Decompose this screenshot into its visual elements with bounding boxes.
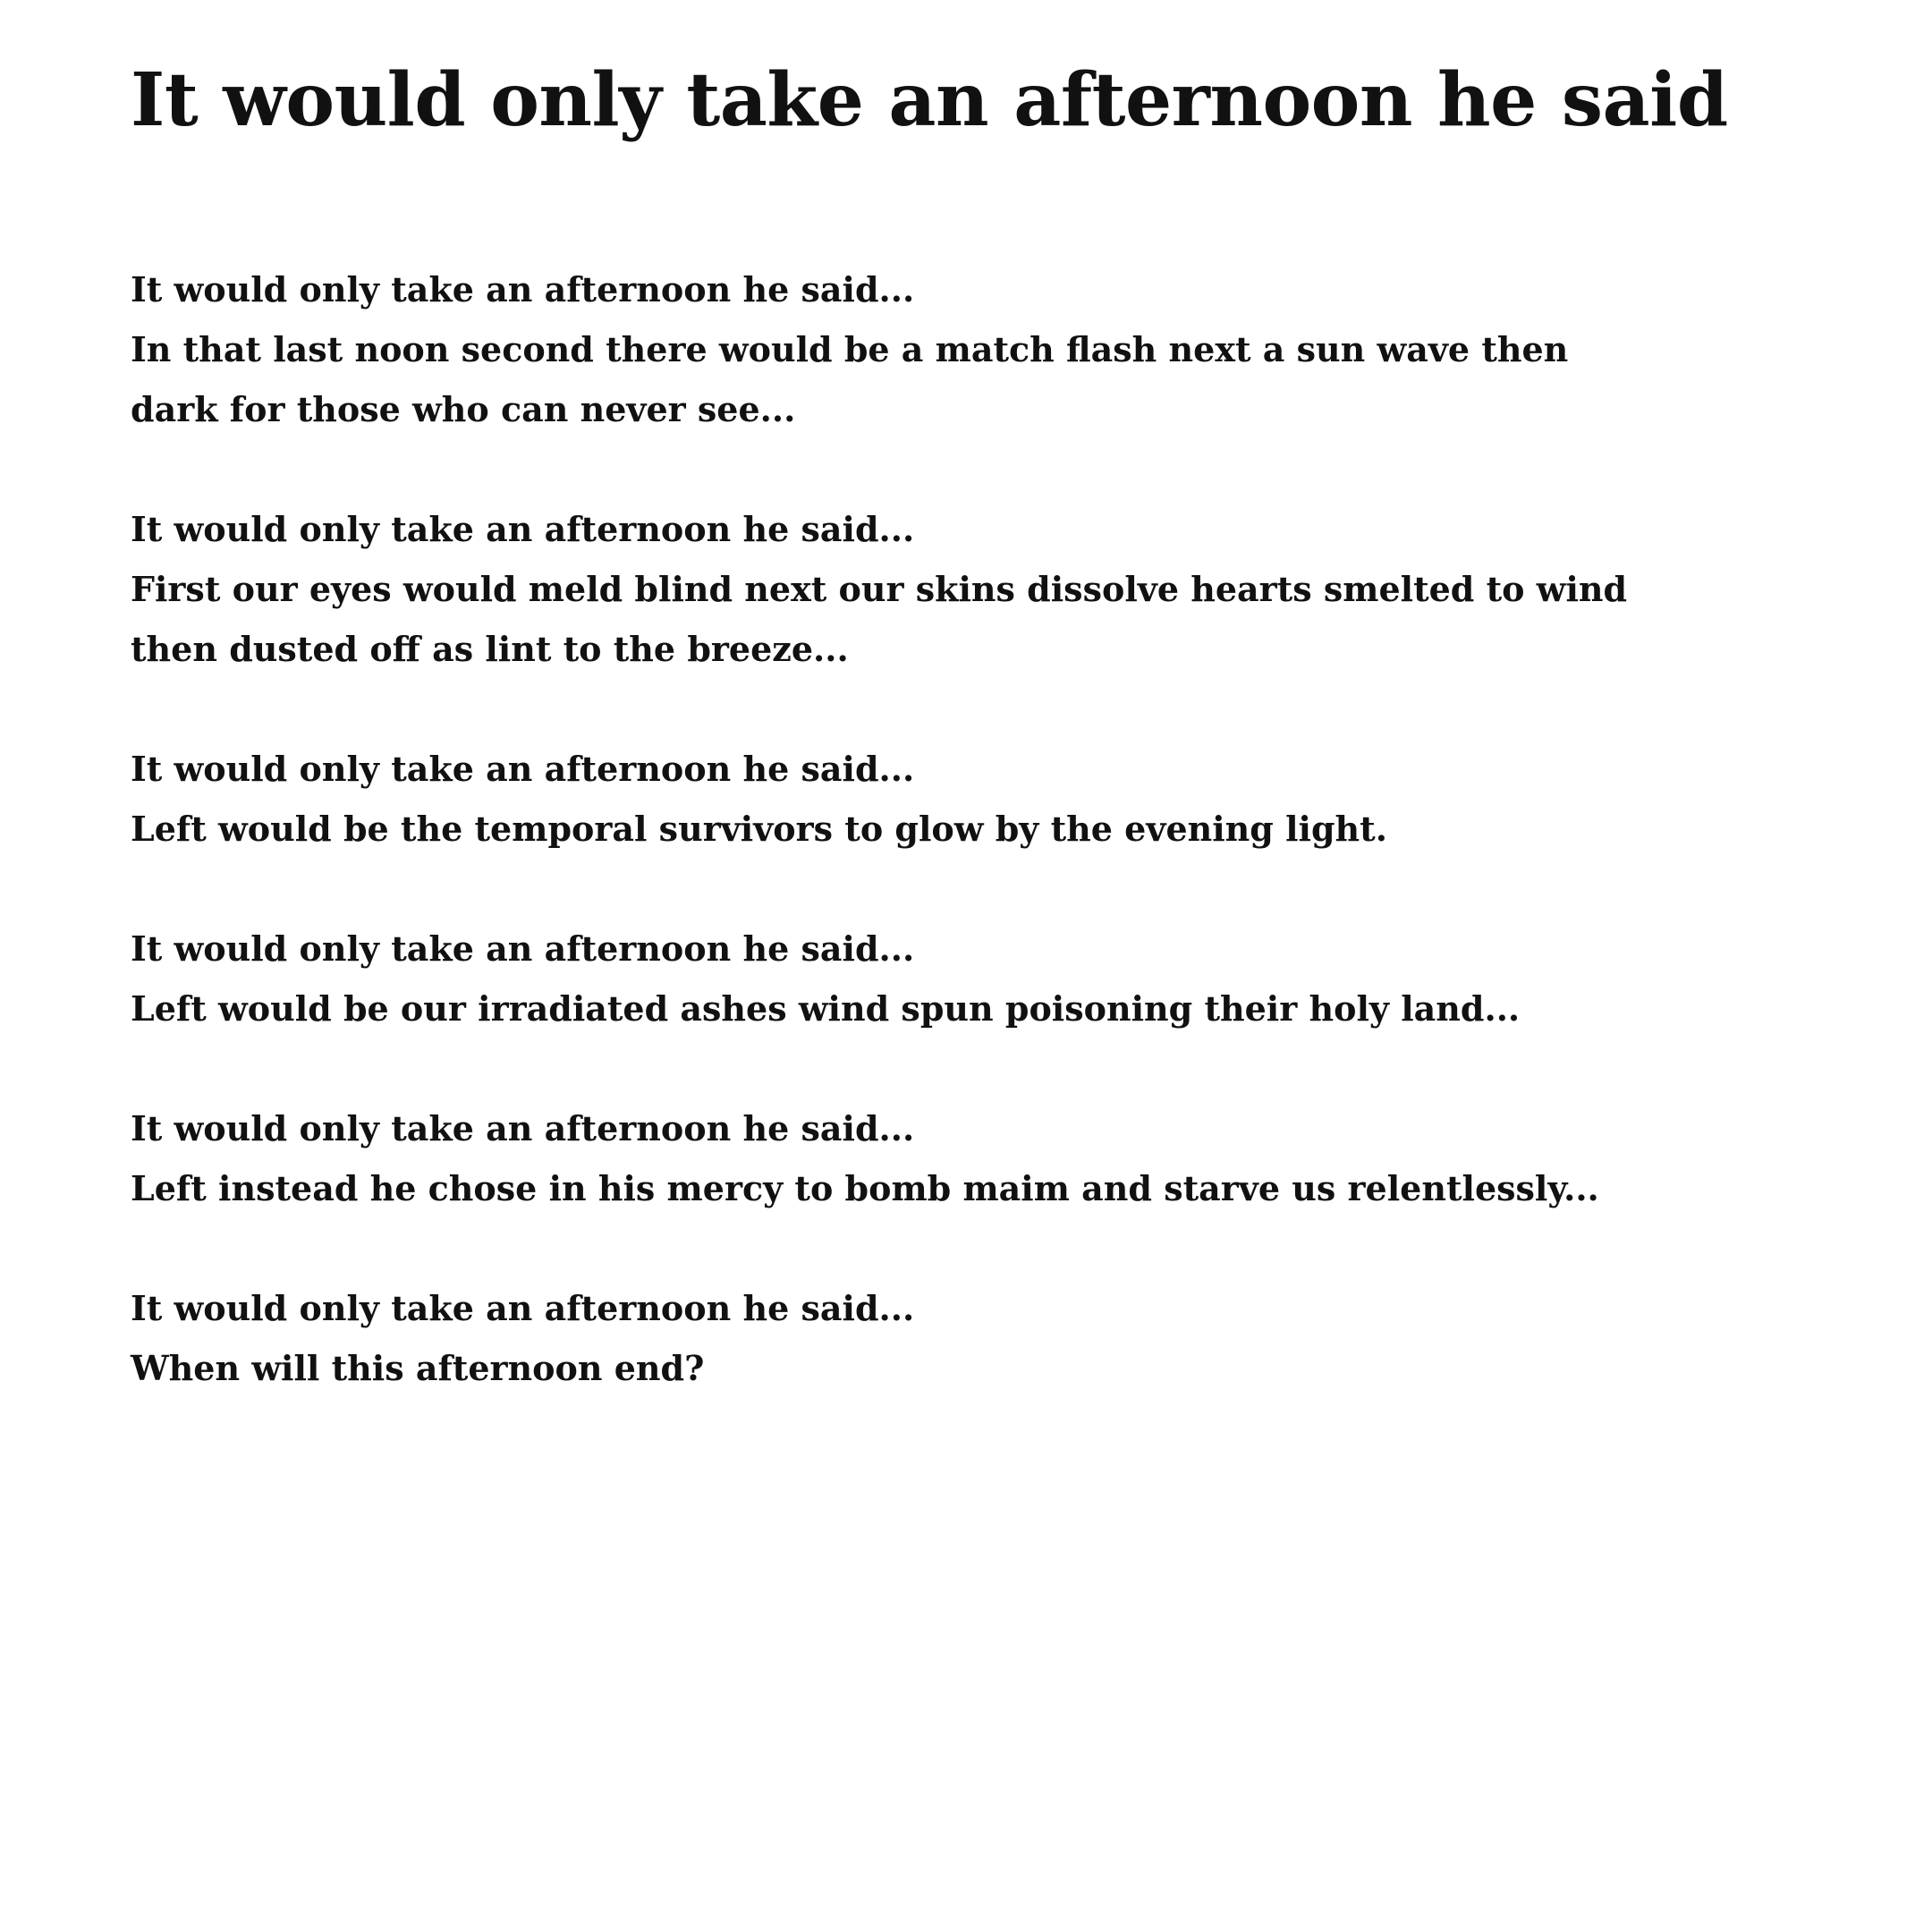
stanza-refrain: It would only take an afternoon he said...	[131, 1108, 915, 1148]
stanza-2	[131, 499, 1651, 679]
stanza-line: When will this afternoon end?	[131, 1348, 705, 1388]
stanza-3	[131, 739, 1651, 859]
document-page	[131, 55, 1830, 1458]
stanza-line: First our eyes would meld blind next our skins dissolve hearts smelted to wind then dusted off as lint to the breeze...	[131, 569, 1628, 669]
stanza-line: Left would be our irradiated ashes wind spun poisoning their holy land...	[131, 988, 1521, 1029]
stanza-4	[131, 919, 1651, 1038]
stanza-refrain: It would only take an afternoon he said...	[131, 928, 915, 969]
stanza-1	[131, 259, 1651, 439]
stanza-line: Left instead he chose in his mercy to bomb maim and starve us relentlessly...	[131, 1168, 1599, 1208]
stanza-line: In that last noon second there would be a match flash next a sun wave then dark for those who can never see...	[131, 329, 1569, 429]
stanza-refrain: It would only take an afternoon he said...	[131, 749, 915, 789]
stanza-refrain: It would only take an afternoon he said...	[131, 1288, 915, 1328]
stanza-refrain: It would only take an afternoon he said...	[131, 269, 915, 309]
stanza-line: Left would be the temporal survivors to glow by the evening light.	[131, 809, 1387, 849]
poem-body	[131, 259, 1651, 1398]
stanza-refrain: It would only take an afternoon he said...	[131, 509, 915, 549]
stanza-5	[131, 1098, 1651, 1218]
stanza-6	[131, 1278, 1651, 1398]
page-title: It would only take an afternoon he said	[131, 57, 1728, 143]
